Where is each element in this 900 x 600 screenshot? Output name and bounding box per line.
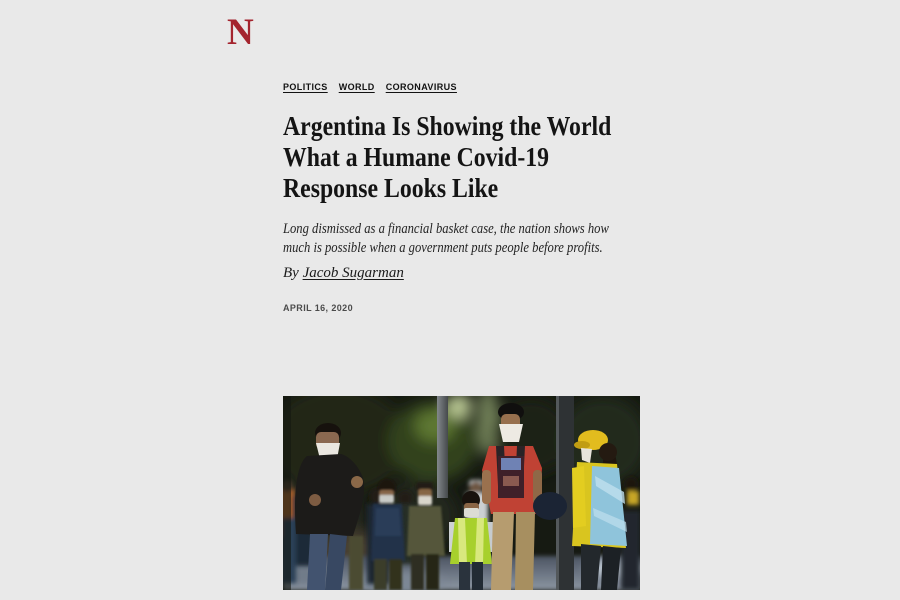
headline-line-2: What a Humane Covid-19	[283, 142, 550, 172]
headline	[283, 111, 611, 204]
nation-logo[interactable]: N	[227, 12, 254, 53]
publish-date: APRIL 16, 2020	[283, 303, 353, 313]
byline	[283, 265, 404, 282]
byline-prefix: By	[283, 265, 299, 281]
hero-image	[283, 396, 640, 590]
deck-line-1: Long dismissed as a financial basket case, the nation shows how	[283, 221, 609, 237]
headline-line-1: Argentina Is Showing the World	[283, 111, 612, 141]
deck	[283, 220, 609, 258]
nav-link-coronavirus[interactable]: CORONAVIRUS	[385, 82, 457, 92]
hero-photo-scene	[283, 396, 640, 590]
street-pole-thick	[556, 396, 574, 590]
street-pole-thin	[437, 396, 448, 498]
deck-line-2: much is possible when a government puts people before profits.	[283, 240, 603, 256]
author-link[interactable]: Jacob Sugarman	[302, 265, 404, 281]
category-nav	[283, 82, 457, 92]
nav-link-politics[interactable]: POLITICS	[283, 82, 328, 92]
headline-line-3: Response Looks Like	[283, 173, 499, 203]
nav-link-world[interactable]: WORLD	[338, 82, 375, 92]
